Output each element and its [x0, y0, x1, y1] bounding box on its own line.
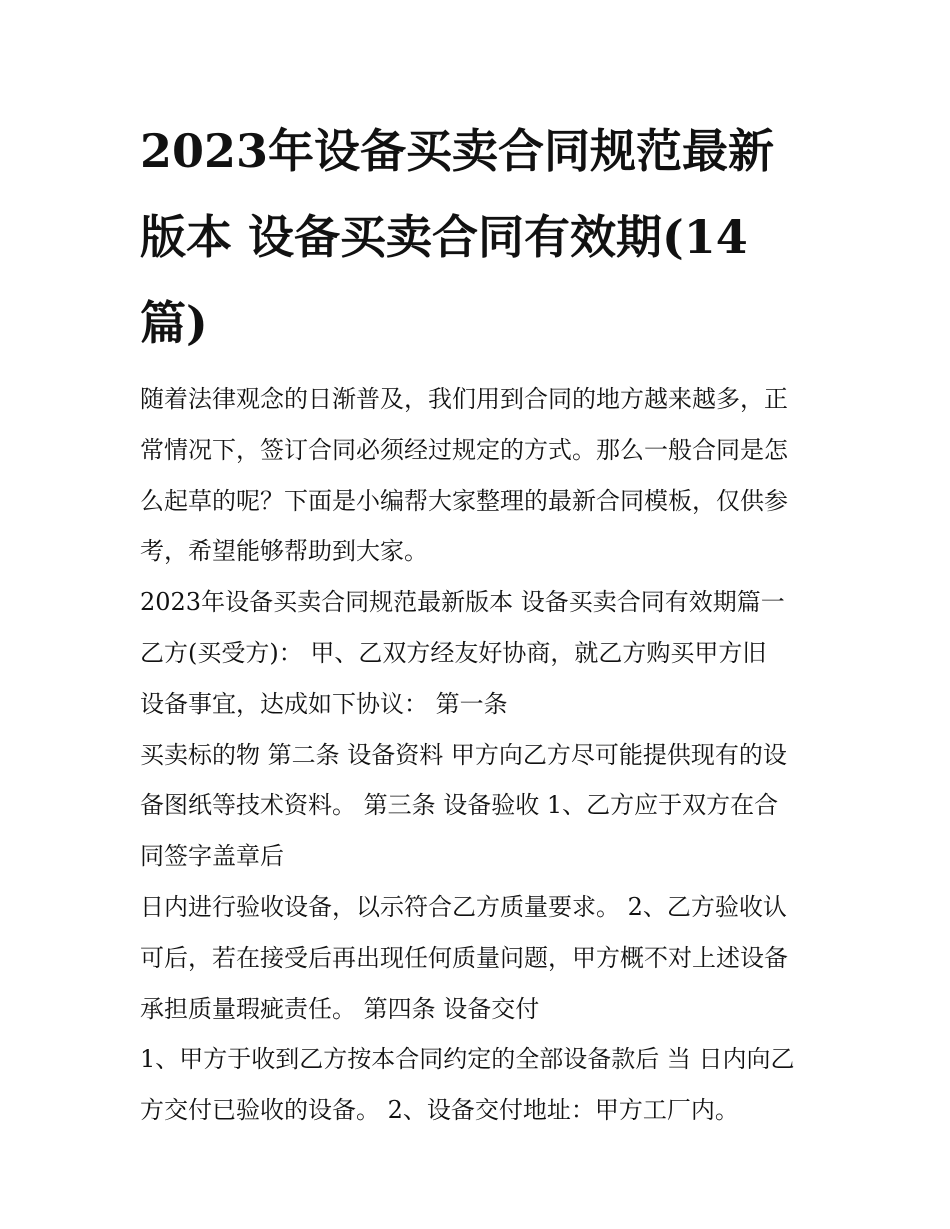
body-line: 么起草的呢？下面是小编帮大家整理的最新合同模板，仅供参	[140, 486, 788, 515]
title-line: 2023年设备买卖合同规范最新	[140, 124, 775, 178]
body-line: 承担质量瑕疵责任。 第四条 设备交付	[140, 994, 540, 1023]
body-line: 乙方(买受方)： 甲、乙双方经友好协商，就乙方购买甲方旧	[140, 638, 767, 667]
title-line: 篇)	[140, 296, 208, 350]
body-line: 备图纸等技术资料。 第三条 设备验收 1、乙方应于双方在合	[140, 791, 779, 820]
body-line: 设备事宜，达成如下协议： 第一条	[140, 689, 508, 718]
body-line: 考，希望能够帮助到大家。	[140, 537, 428, 566]
body-line: 常情况下，签订合同必须经过规定的方式。那么一般合同是怎	[140, 435, 788, 464]
document-page	[140, 108, 820, 1136]
body-line: 方交付已验收的设备。 2、设备交付地址：甲方工厂内。	[140, 1096, 739, 1125]
title-line: 版本 设备买卖合同有效期(14	[140, 210, 748, 264]
body-line: 日内进行验收设备，以示符合乙方质量要求。 2、乙方验收认	[140, 892, 787, 921]
body-line: 随着法律观念的日渐普及，我们用到合同的地方越来越多，正	[140, 385, 788, 413]
body-line: 1、甲方于收到乙方按本合同约定的全部设备款后 当 日内向乙	[140, 1045, 795, 1074]
body-line: 买卖标的物 第二条 设备资料 甲方向乙方尽可能提供现有的设	[140, 740, 787, 769]
body-line: 可后，若在接受后再出现任何质量问题，甲方概不对上述设备	[140, 943, 788, 972]
document-title	[140, 108, 820, 366]
document-body	[140, 374, 820, 1136]
body-line: 同签字盖章后	[140, 842, 284, 871]
body-line: 2023年设备买卖合同规范最新版本 设备买卖合同有效期篇一	[140, 588, 785, 617]
